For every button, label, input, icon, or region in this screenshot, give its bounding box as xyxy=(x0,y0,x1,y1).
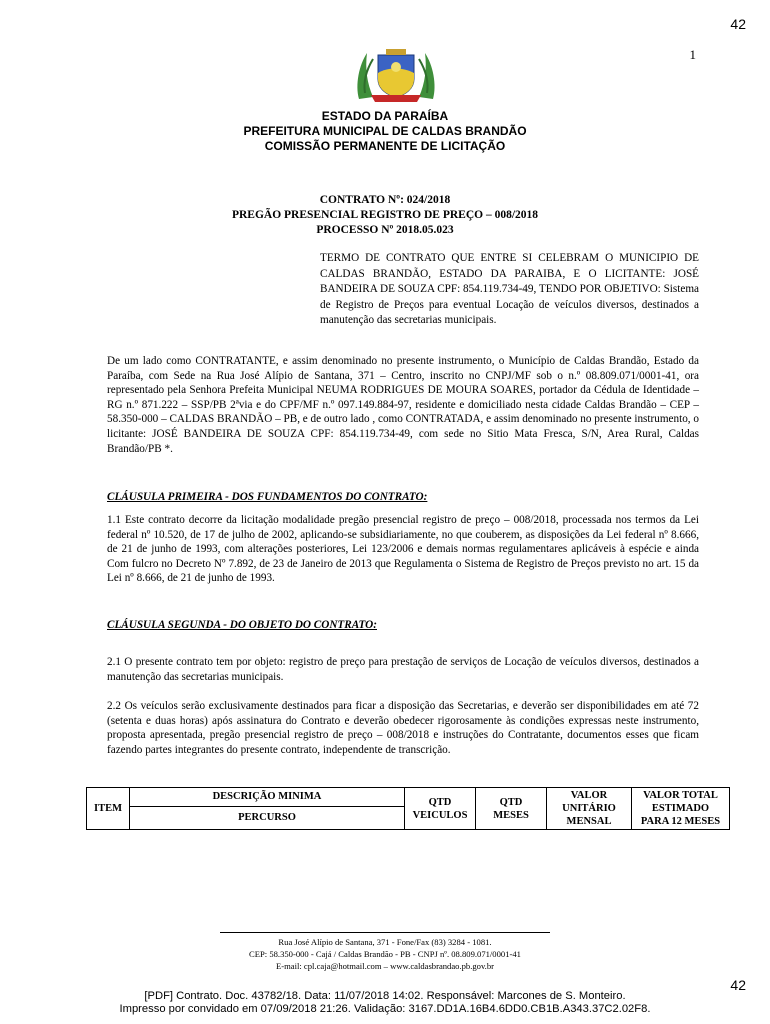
header-commission: COMISSÃO PERMANENTE DE LICITAÇÃO xyxy=(264,139,506,153)
col-qtd-veiculos: QTD VEICULOS xyxy=(405,788,476,830)
coat-of-arms-logo xyxy=(353,47,439,105)
clause-2-text-1: 2.1 O presente contrato tem por objeto: registro de preço para prestação de serviços de Locação de veículos diversos, destinados a manutenção das secretarias municipais. xyxy=(107,656,699,683)
clause-2-text-2: 2.2 Os veículos serão exclusivamente destinados para ficar a disposição das Secretarias, e deverão ser disponibilidades em até 72 (setenta e duas horas) após assinatura do Contrato e deverão obedecer rigorosamente às condições expressas neste instrumento, proposta apresentada, pregão presencial registro de preço – 008/2018 e instruções do Contratante, documentos esses que ficam fazendo partes integrantes do presente contrato, independente de transcrição. xyxy=(107,700,699,756)
clause-1-text: 1.1 Este contrato decorre da licitação modalidade pregão presencial registro de preço – 008/2018, processada nos termos da Lei federal nº 10.520, de 17 de julho de 2002, aplicando-se subsidiariamente, no que couberem, as disposições da Lei federal nº 8.666, de 21 de junho de 1993, com alterações posteriores, Lei 123/2006 e demais normas regulamentares aplicáveis à espécie e ainda Com fulcro no Decreto Nº 7.892, de 23 de Janeiro de 2013 que Regulamenta o Sistema de Registro de Preços previsto no art. 15 da Lei nº 8.666, de 21 de junho de 1993. xyxy=(107,514,699,585)
parties-paragraph: De um lado como CONTRATANTE, e assim denominado no presente instrumento, o Município de Caldas Brandão, Estado da Paraíba, com Sede na Rua José Alípio de Santana, 371 – Centro, inscrito no CNPJ/MF sob o n.º 08.809.071/0001-41, ora representado pela Senhora Prefeita Municipal NEUMA RODRIGUES DE MOURA SOARES, portador da Cédula de Identidade – RG n.º 871.222 – SSP/PB 2ªvia e do CPF/MF n.º 097.149.884-97, residente e domiciliado nesta cidade Caldas Brandão – CEP – 58.350-000 – CALDAS BRANDÃO – PB, e de outro lado , como CONTRATADA, e assim denominado no presente instrumento, o licitante: JOSÉ BANDEIRA DE SOUZA CPF: 854.119.734-49, com sede no Sitio Mata Fresca, S/N, Area Rural, Caldas Brandão/PB *. xyxy=(107,355,699,455)
validation-stamp-line-2: Impresso por convidado em 07/09/2018 21:26. Validação: 3167.DD1A.16B4.6DD0.CB1B.A343.37C2.02F8. xyxy=(119,1003,651,1015)
clause-2-title: CLÁUSULA SEGUNDA - DO OBJETO DO CONTRATO: xyxy=(107,619,377,631)
col-valor-unitario: VALOR UNITÁRIO MENSAL xyxy=(547,788,632,830)
clause-1-title: CLÁUSULA PRIMEIRA - DOS FUNDAMENTOS DO CONTRATO: xyxy=(107,491,428,503)
items-table xyxy=(86,787,730,830)
footer-cep: CEP: 58.350-000 - Cajá / Caldas Brandão - PB - CNPJ nº. 08.809.071/0001-41 xyxy=(249,949,521,959)
validation-stamp-line-1: [PDF] Contrato. Doc. 43782/18. Data: 11/07/2018 14:02. Responsável: Marcones de S. Monteiro. xyxy=(144,990,626,1002)
footer-email: E-mail: cpl.caja@hotmail.com – www.caldasbrandao.pb.gov.br xyxy=(276,961,494,971)
contract-processo: PROCESSO Nº 2018.05.023 xyxy=(316,224,454,236)
header-prefecture: PREFEITURA MUNICIPAL DE CALDAS BRANDÃO xyxy=(243,124,527,138)
header-state: ESTADO DA PARAÍBA xyxy=(321,109,449,123)
contract-intro: TERMO DE CONTRATO QUE ENTRE SI CELEBRAM O MUNICIPIO DE CALDAS BRANDÃO, ESTADO DA PARAIBA, E O LICITANTE: JOSÉ BANDEIRA DE SOUZA CPF: 854.119.734-49, TENDO POR OBJETIVO: Sistema de Registro de Preços para eventual Locação de veículos diversos, destinados a manutenção das secretarias municipais. xyxy=(320,252,699,326)
contract-pregao: PREGÃO PRESENCIAL REGISTRO DE PREÇO – 008/2018 xyxy=(231,209,539,221)
col-valor-total: VALOR TOTAL ESTIMADO PARA 12 MESES xyxy=(632,788,730,830)
contract-number: CONTRATO Nº: 024/2018 xyxy=(319,194,451,206)
col-item: ITEM xyxy=(87,788,130,830)
col-descricao: DESCRIÇÃO MINIMA xyxy=(130,788,405,807)
page-number-bottom: 42 xyxy=(730,977,746,993)
col-qtd-meses: QTD MESES xyxy=(476,788,547,830)
footer-address: Rua José Alípio de Santana, 371 - Fone/Fax (83) 3284 - 1081. xyxy=(278,937,492,947)
page-number-top: 42 xyxy=(730,16,746,32)
page-number-inner: 1 xyxy=(689,47,696,62)
footer-divider xyxy=(220,932,550,933)
col-percurso: PERCURSO xyxy=(130,806,405,829)
